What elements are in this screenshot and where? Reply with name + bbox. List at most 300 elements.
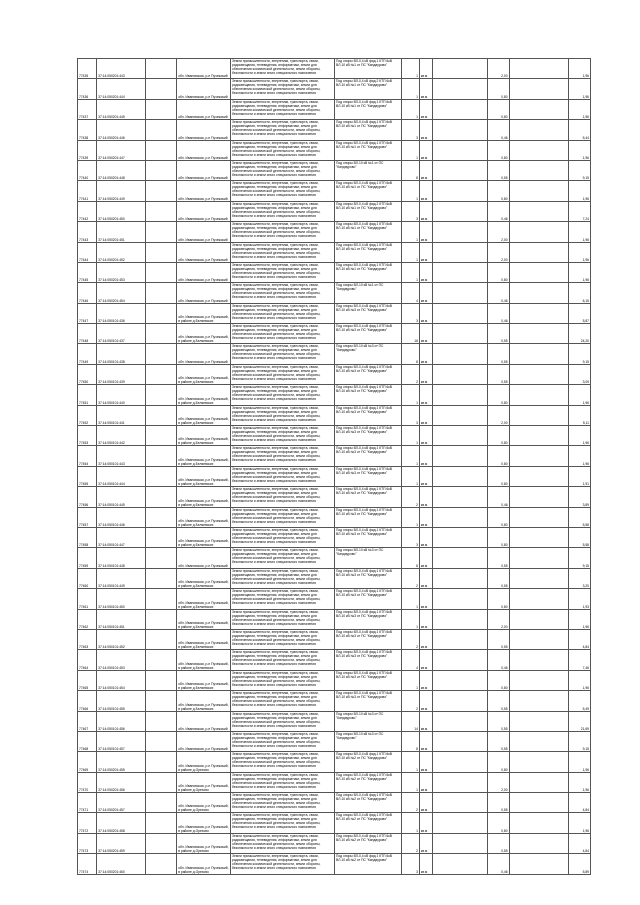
cadastral-number-cell: 37:14:050101:456	[97, 711, 146, 731]
permitted-use-cell: Под опоры ВЛ-10 кВ №3 от ПС "Кандаурово"	[335, 344, 402, 364]
empty-cell	[146, 160, 177, 180]
empty-cell	[433, 527, 488, 547]
empty-cell	[509, 691, 569, 711]
unit-cell: кв.м	[419, 731, 432, 751]
permitted-use-cell: Под опоры ВЛ-0,4 кВ фид.1 КТП 6кВ ВЛ-10 кВ №3 от ПС "Кандаурово"	[335, 589, 402, 609]
empty-cell	[509, 262, 569, 282]
unit-cell: кв.м	[419, 344, 432, 364]
table-row	[78, 222, 591, 242]
rate-cell: 0,46	[488, 120, 510, 140]
area-cell: 2	[402, 793, 420, 813]
area-cell: 8	[402, 344, 420, 364]
empty-cell	[433, 507, 488, 527]
land-category-cell: Земли промышленности, энергетики, транспорта, связи, радиовещания, телевидения, информатики, земли для обеспечения космической деятельности, земли обороны, безопасности и земли иного специального назначения	[231, 426, 335, 446]
permitted-use-cell: Под опоры ВЛ-10 кВ №3 от ПС "Кандаурово"	[335, 731, 402, 751]
area-cell: 16	[402, 324, 420, 344]
empty-cell	[433, 385, 488, 405]
land-category-cell: Земли промышленности, энергетики, транспорта, связи, радиовещания, телевидения, информатики, земли для обеспечения космической деятельности, земли обороны, безопасности и земли иного специального назначения	[231, 629, 335, 649]
area-cell: 1	[402, 222, 420, 242]
cadastral-number-cell: 37:14:050101:457	[97, 731, 146, 751]
empty-cell	[146, 466, 177, 486]
empty-cell	[509, 324, 569, 344]
value-cell: 7,24	[569, 201, 591, 221]
empty-cell	[509, 568, 569, 588]
empty-cell	[146, 344, 177, 364]
permitted-use-cell: Под опоры ВЛ-0,4 кВ фид.1 КТП 6кВ ВЛ-10 кВ №3 от ПС "Кандаурово"	[335, 507, 402, 527]
rate-cell: 0,55	[488, 833, 510, 853]
rate-cell: 0,55	[488, 731, 510, 751]
address-cell: обл. Ивановская, р-н Пучежский	[177, 548, 231, 568]
value-cell: 1,96	[569, 772, 591, 792]
empty-cell	[433, 99, 488, 119]
cadastral-number-cell: 37:14:050201:450	[97, 201, 146, 221]
area-cell: 2	[402, 568, 420, 588]
value-cell: 6,15	[569, 283, 591, 303]
empty-cell	[509, 772, 569, 792]
row-number-cell: 77444	[78, 242, 97, 262]
rate-cell: 0,80	[488, 589, 510, 609]
empty-cell	[433, 833, 488, 853]
land-category-cell: Земли промышленности, энергетики, транспорта, связи, радиовещания, телевидения, информатики, земли для обеспечения космической деятельности, земли обороны, безопасности и земли иного специального назначения	[231, 59, 335, 79]
unit-cell: кв.м	[419, 324, 432, 344]
cadastral-number-cell: 37:14:050201:457	[97, 793, 146, 813]
row-number-cell: 77440	[78, 160, 97, 180]
area-cell: 1	[402, 609, 420, 629]
cadastral-number-cell: 37:14:050101:450	[97, 589, 146, 609]
permitted-use-cell: Под опоры ВЛ-0,4 кВ фид.1 КТП 6кВ ВЛ-10 кВ №1 от ПС "Кандаурово"	[335, 59, 402, 79]
unit-cell: кв.м	[419, 670, 432, 690]
permitted-use-cell: Под опоры ВЛ-0,4 кВ фид.1 КТП 6кВ ВЛ-10 кВ №3 от ПС "Кандаурово"	[335, 650, 402, 670]
permitted-use-cell: Под опоры ВЛ-0,4 кВ фид.1 КТП 6кВ ВЛ-10 кВ №3 от ПС "Кандаурово"	[335, 527, 402, 547]
value-cell: 21,69	[569, 711, 591, 731]
empty-cell	[509, 59, 569, 79]
cadastral-number-cell: 37:14:050101:448	[97, 548, 146, 568]
rate-cell: 0,55	[488, 629, 510, 649]
cadastral-number-cell: 37:14:050101:454	[97, 670, 146, 690]
rate-cell: 0,46	[488, 283, 510, 303]
table-row	[78, 201, 591, 221]
unit-cell: кв.м	[419, 507, 432, 527]
cadastral-number-cell: 37:14:050101:453	[97, 650, 146, 670]
value-cell: 5,87	[569, 303, 591, 323]
address-cell: обл. Ивановская, р-н Пучежский, в районе д.Беляевских	[177, 426, 231, 446]
area-cell: 1	[402, 813, 420, 833]
cadastral-number-cell: 37:14:050201:447	[97, 140, 146, 160]
area-cell: 1	[402, 242, 420, 262]
unit-cell: кв.м	[419, 650, 432, 670]
cadastral-number-cell: 37:14:050201:452	[97, 242, 146, 262]
cadastral-number-cell: 37:14:050101:447	[97, 527, 146, 547]
value-cell: 1,96	[569, 181, 591, 201]
address-cell: обл. Ивановская, р-н Пучежский, в районе д.Орехово	[177, 813, 231, 833]
empty-cell	[146, 140, 177, 160]
area-cell: 1	[402, 426, 420, 446]
cadastral-number-cell: 37:14:050101:442	[97, 426, 146, 446]
table-row	[78, 650, 591, 670]
empty-cell	[509, 201, 569, 221]
empty-cell	[146, 120, 177, 140]
empty-cell	[433, 691, 488, 711]
empty-cell	[433, 568, 488, 588]
empty-cell	[433, 711, 488, 731]
unit-cell: кв.м	[419, 527, 432, 547]
cadastral-number-cell: 37:14:050201:449	[97, 181, 146, 201]
land-category-cell: Земли промышленности, энергетики, транспорта, связи, радиовещания, телевидения, информатики, земли для обеспечения космической деятельности, земли обороны, безопасности и земли иного специального назначения	[231, 303, 335, 323]
permitted-use-cell: Под опоры ВЛ-0,4 кВ фид.1 КТП 6кВ ВЛ-10 кВ №3 от ПС "Кандаурово"	[335, 364, 402, 384]
value-cell: 24,20	[569, 324, 591, 344]
area-cell: 1	[402, 385, 420, 405]
value-cell: 1,96	[569, 446, 591, 466]
empty-cell	[433, 670, 488, 690]
address-cell: обл. Ивановская, р-н Пучежский, в районе д.Беляевских	[177, 507, 231, 527]
rate-cell: 0,46	[488, 487, 510, 507]
permitted-use-cell: Под опоры ВЛ-10 кВ №1 от ПС "Кандаурово"	[335, 283, 402, 303]
rate-cell: 0,46	[488, 303, 510, 323]
land-category-cell: Земли промышленности, энергетики, транспорта, связи, радиовещания, телевидения, информатики, земли для обеспечения космической деятельности, земли обороны, безопасности и земли иного специального назначения	[231, 364, 335, 384]
table-row	[78, 527, 591, 547]
row-number-cell: 77449	[78, 344, 97, 364]
row-number-cell: 77439	[78, 140, 97, 160]
rate-cell: 0,80	[488, 79, 510, 99]
address-cell: обл. Ивановская, р-н Пучежский, в районе д.Орехово	[177, 793, 231, 813]
address-cell: обл. Ивановская, р-н Пучежский, в районе д.Беляевских	[177, 589, 231, 609]
table-row	[78, 242, 591, 262]
table-row	[78, 181, 591, 201]
area-cell: 4	[402, 283, 420, 303]
table-row	[78, 731, 591, 751]
address-cell: обл. Ивановская, р-н Пучежский, в районе д.Орехово	[177, 854, 231, 874]
row-number-cell: 77459	[78, 548, 97, 568]
row-number-cell: 77443	[78, 222, 97, 242]
table-row	[78, 446, 591, 466]
address-cell: обл. Ивановская, р-н Пучежский, в районе д.Орехово	[177, 772, 231, 792]
empty-cell	[509, 629, 569, 649]
address-cell: обл. Ивановская, р-н Пучежский, в районе д.Беляевских	[177, 691, 231, 711]
address-cell: обл. Ивановская, р-н Пучежский	[177, 79, 231, 99]
area-cell: 8	[402, 731, 420, 751]
row-number-cell: 77455	[78, 466, 97, 486]
empty-cell	[509, 446, 569, 466]
rate-cell: 0,46	[488, 201, 510, 221]
permitted-use-cell: Под опоры ВЛ-10 кВ №3 от ПС "Кандаурово"	[335, 711, 402, 731]
value-cell: 4,84	[569, 629, 591, 649]
address-cell: обл. Ивановская, р-н Пучежский, в районе д.Беляевских	[177, 405, 231, 425]
permitted-use-cell: Под опоры ВЛ-0,4 кВ фид.1 КТП 6кВ ВЛ-10 кВ №1 от ПС "Кандаурово"	[335, 140, 402, 160]
cadastral-number-cell: 37:14:050201:445	[97, 99, 146, 119]
land-category-cell: Земли промышленности, энергетики, транспорта, связи, радиовещания, телевидения, информатики, земли для обеспечения космической деятельности, земли обороны, безопасности и земли иного специального назначения	[231, 609, 335, 629]
rate-cell: 0,55	[488, 548, 510, 568]
rate-cell: 0,46	[488, 854, 510, 874]
cadastral-number-cell: 37:14:050201:453	[97, 262, 146, 282]
empty-cell	[509, 385, 569, 405]
empty-cell	[146, 262, 177, 282]
value-cell: 1,96	[569, 609, 591, 629]
cadastral-number-cell: 37:14:050101:446	[97, 507, 146, 527]
value-cell: 9,15	[569, 548, 591, 568]
area-cell: 1	[402, 59, 420, 79]
table-row	[78, 283, 591, 303]
row-number-cell: 77463	[78, 629, 97, 649]
empty-cell	[509, 793, 569, 813]
unit-cell: кв.м	[419, 364, 432, 384]
row-number-cell: 77435	[78, 59, 97, 79]
row-number-cell: 77445	[78, 262, 97, 282]
value-cell: 1,96	[569, 426, 591, 446]
table-row	[78, 79, 591, 99]
unit-cell: кв.м	[419, 813, 432, 833]
unit-cell: кв.м	[419, 711, 432, 731]
rate-cell: 2,00	[488, 59, 510, 79]
empty-cell	[509, 99, 569, 119]
empty-cell	[146, 405, 177, 425]
row-number-cell: 77450	[78, 364, 97, 384]
cadastral-number-cell: 37:14:050101:455	[97, 691, 146, 711]
address-cell: обл. Ивановская, р-н Пучежский, в районе д.Беляевских	[177, 670, 231, 690]
rate-cell: 0,55	[488, 364, 510, 384]
cadastral-number-cell: 37:14:050201:451	[97, 222, 146, 242]
area-cell: 1	[402, 670, 420, 690]
rate-cell: 2,00	[488, 405, 510, 425]
row-number-cell: 77467	[78, 711, 97, 731]
address-cell: обл. Ивановская, р-н Пучежский, в районе д.Беляевских	[177, 609, 231, 629]
rate-cell: 0,80	[488, 99, 510, 119]
value-cell: 5,58	[569, 527, 591, 547]
table-row	[78, 303, 591, 323]
row-number-cell: 77473	[78, 833, 97, 853]
value-cell: 5,58	[569, 507, 591, 527]
permitted-use-cell: Под опоры ВЛ-0,4 кВ фид.2 КТП 6кВ ВЛ-10 кВ №1 от ПС "Кандаурово"	[335, 79, 402, 99]
empty-cell	[433, 650, 488, 670]
table-row	[78, 120, 591, 140]
empty-cell	[146, 833, 177, 853]
table-row	[78, 589, 591, 609]
permitted-use-cell: Под опоры ВЛ-0,4 кВ фид.1 КТП 6кВ ВЛ-10 кВ №3 от ПС "Кандаурово"	[335, 466, 402, 486]
permitted-use-cell: Под опоры ВЛ-0,4 кВ фид.1 КТП 6кВ ВЛ-10 кВ №1 от ПС "Кандаурово"	[335, 242, 402, 262]
empty-cell	[433, 324, 488, 344]
cadastral-number-cell: 37:14:050201:455	[97, 752, 146, 772]
empty-cell	[509, 120, 569, 140]
empty-cell	[146, 670, 177, 690]
unit-cell: кв.м	[419, 201, 432, 221]
table-row	[78, 568, 591, 588]
permitted-use-cell: Под опоры ВЛ-0,4 кВ фид.1 КТП 6кВ ВЛ-10 кВ №1 от ПС "Кандаурово"	[335, 181, 402, 201]
cadastral-number-cell: 37:14:050201:448	[97, 160, 146, 180]
land-category-cell: Земли промышленности, энергетики, транспорта, связи, радиовещания, телевидения, информатики, земли для обеспечения космической деятельности, земли обороны, безопасности и земли иного специального назначения	[231, 487, 335, 507]
value-cell: 1,96	[569, 79, 591, 99]
empty-cell	[433, 589, 488, 609]
empty-cell	[433, 793, 488, 813]
unit-cell: кв.м	[419, 140, 432, 160]
empty-cell	[433, 609, 488, 629]
empty-cell	[509, 650, 569, 670]
empty-cell	[509, 609, 569, 629]
value-cell: 1,93	[569, 589, 591, 609]
address-cell: обл. Ивановская, р-н Пучежский, в районе д.Беляевских	[177, 466, 231, 486]
unit-cell: кв.м	[419, 283, 432, 303]
unit-cell: кв.м	[419, 99, 432, 119]
land-category-cell: Земли промышленности, энергетики, транспорта, связи, радиовещания, телевидения, информатики, земли для обеспечения космической деятельности, земли обороны, безопасности и земли иного специального назначения	[231, 405, 335, 425]
permitted-use-cell: Под опоры ВЛ-0,4 кВ фид.1 КТП 6кВ ВЛ-10 кВ №2 от ПС "Кандаурово"	[335, 833, 402, 853]
empty-cell	[433, 629, 488, 649]
land-category-cell: Земли промышленности, энергетики, транспорта, связи, радиовещания, телевидения, информатики, земли для обеспечения космической деятельности, земли обороны, безопасности и земли иного специального назначения	[231, 344, 335, 364]
empty-cell	[509, 79, 569, 99]
land-category-cell: Земли промышленности, энергетики, транспорта, связи, радиовещания, телевидения, информатики, земли для обеспечения космической деятельности, земли обороны, безопасности и земли иного специального назначения	[231, 833, 335, 853]
empty-cell	[509, 283, 569, 303]
row-number-cell: 77436	[78, 79, 97, 99]
row-number-cell: 77469	[78, 752, 97, 772]
unit-cell: кв.м	[419, 793, 432, 813]
area-cell: 3	[402, 405, 420, 425]
table-row	[78, 711, 591, 731]
value-cell: 1,96	[569, 813, 591, 833]
table-row	[78, 262, 591, 282]
unit-cell: кв.м	[419, 772, 432, 792]
value-cell: 5,44	[569, 120, 591, 140]
empty-cell	[146, 79, 177, 99]
area-cell: 1	[402, 589, 420, 609]
land-category-cell: Земли промышленности, энергетики, транспорта, связи, радиовещания, телевидения, информатики, земли для обеспечения космической деятельности, земли обороны, безопасности и земли иного специального назначения	[231, 813, 335, 833]
empty-cell	[509, 752, 569, 772]
cadastral-number-cell: 37:14:050201:446	[97, 120, 146, 140]
area-cell: 2	[402, 487, 420, 507]
land-category-cell: Земли промышленности, энергетики, транспорта, связи, радиовещания, телевидения, информатики, земли для обеспечения космической деятельности, земли обороны, безопасности и земли иного специального назначения	[231, 466, 335, 486]
table-body	[78, 59, 591, 875]
unit-cell: кв.м	[419, 262, 432, 282]
permitted-use-cell: Под опоры ВЛ-0,4 кВ фид.1 КТП 6кВ ВЛ-10 кВ №1 от ПС "Кандаурово"	[335, 120, 402, 140]
table-row	[78, 59, 591, 79]
area-cell: 3	[402, 527, 420, 547]
row-number-cell: 77471	[78, 793, 97, 813]
empty-cell	[509, 813, 569, 833]
land-category-cell: Земли промышленности, энергетики, транспорта, связи, радиовещания, телевидения, информатики, земли для обеспечения космической деятельности, земли обороны, безопасности и земли иного специального назначения	[231, 854, 335, 874]
land-category-cell: Земли промышленности, энергетики, транспорта, связи, радиовещания, телевидения, информатики, земли для обеспечения космической деятельности, земли обороны, безопасности и земли иного специального назначения	[231, 731, 335, 751]
empty-cell	[146, 813, 177, 833]
land-category-cell: Земли промышленности, энергетики, транспорта, связи, радиовещания, телевидения, информатики, земли для обеспечения космической деятельности, земли обороны, безопасности и земли иного специального назначения	[231, 507, 335, 527]
empty-cell	[433, 731, 488, 751]
value-cell: 1,96	[569, 752, 591, 772]
land-category-cell: Земли промышленности, энергетики, транспорта, связи, радиовещания, телевидения, информатики, земли для обеспечения космической деятельности, земли обороны, безопасности и земли иного специального назначения	[231, 385, 335, 405]
cadastral-number-cell: 37:14:050101:451	[97, 609, 146, 629]
address-cell: обл. Ивановская, р-н Пучежский	[177, 120, 231, 140]
land-category-cell: Земли промышленности, энергетики, транспорта, связи, радиовещания, телевидения, информатики, земли для обеспечения космической деятельности, земли обороны, безопасности и земли иного специального назначения	[231, 589, 335, 609]
permitted-use-cell: Под опоры ВЛ-10 кВ №1 от ПС "Кандаурово"	[335, 160, 402, 180]
empty-cell	[433, 364, 488, 384]
area-cell: 2	[402, 833, 420, 853]
cadastral-number-cell: 37:14:050201:458	[97, 813, 146, 833]
rate-cell: 0,80	[488, 446, 510, 466]
empty-cell	[509, 242, 569, 262]
empty-cell	[433, 140, 488, 160]
empty-cell	[509, 181, 569, 201]
rate-cell: 0,80	[488, 466, 510, 486]
unit-cell: кв.м	[419, 568, 432, 588]
table-row	[78, 752, 591, 772]
empty-cell	[146, 548, 177, 568]
empty-cell	[509, 222, 569, 242]
area-cell: 3	[402, 854, 420, 874]
cadastral-number-cell: 37:14:050101:438	[97, 344, 146, 364]
land-registry-table	[77, 58, 591, 875]
land-category-cell: Земли промышленности, энергетики, транспорта, связи, радиовещания, телевидения, информатики, земли для обеспечения космической деятельности, земли обороны, безопасности и земли иного специального назначения	[231, 99, 335, 119]
table-row	[78, 487, 591, 507]
unit-cell: кв.м	[419, 446, 432, 466]
row-number-cell: 77468	[78, 731, 97, 751]
area-cell: 1	[402, 181, 420, 201]
row-number-cell: 77452	[78, 405, 97, 425]
empty-cell	[433, 405, 488, 425]
permitted-use-cell: Под опоры ВЛ-0,4 кВ фид.1 КТП 6кВ ВЛ-10 кВ №2 от ПС "Кандаурово"	[335, 813, 402, 833]
empty-cell	[433, 181, 488, 201]
permitted-use-cell: Под опоры ВЛ-0,4 кВ фид.1 КТП 6кВ ВЛ-10 кВ №3 от ПС "Кандаурово"	[335, 568, 402, 588]
empty-cell	[146, 283, 177, 303]
empty-cell	[509, 589, 569, 609]
cadastral-number-cell: 37:14:050201:444	[97, 79, 146, 99]
empty-cell	[433, 201, 488, 221]
permitted-use-cell: Под опоры ВЛ-0,4 кВ фид.1 КТП 6кВ ВЛ-10 кВ №3 от ПС "Кандаурово"	[335, 670, 402, 690]
unit-cell: кв.м	[419, 466, 432, 486]
unit-cell: кв.м	[419, 691, 432, 711]
address-cell: обл. Ивановская, р-н Пучежский	[177, 59, 231, 79]
permitted-use-cell: Под опоры ВЛ-0,4 кВ фид.1 КТП 6кВ ВЛ-10 кВ №3 от ПС "Кандаурово"	[335, 629, 402, 649]
area-cell: 8	[402, 160, 420, 180]
area-cell: 14	[402, 711, 420, 731]
empty-cell	[509, 527, 569, 547]
unit-cell: кв.м	[419, 181, 432, 201]
rate-cell: 0,80	[488, 140, 510, 160]
land-category-cell: Земли промышленности, энергетики, транспорта, связи, радиовещания, телевидения, информатики, земли для обеспечения космической деятельности, земли обороны, безопасности и земли иного специального назначения	[231, 181, 335, 201]
land-category-cell: Земли промышленности, энергетики, транспорта, связи, радиовещания, телевидения, информатики, земли для обеспечения космической деятельности, земли обороны, безопасности и земли иного специального назначения	[231, 160, 335, 180]
empty-cell	[509, 303, 569, 323]
empty-cell	[146, 731, 177, 751]
address-cell: обл. Ивановская, р-н Пучежский	[177, 731, 231, 751]
permitted-use-cell: Под опоры ВЛ-0,4 кВ фид.2 КТП 6кВ ВЛ-10 кВ №1 от ПС "Кандаурово"	[335, 201, 402, 221]
empty-cell	[433, 79, 488, 99]
cadastral-number-cell: 37:14:050201:459	[97, 833, 146, 853]
empty-cell	[509, 833, 569, 853]
row-number-cell: 77456	[78, 487, 97, 507]
address-cell: обл. Ивановская, р-н Пучежский, в районе д.Беляевских	[177, 527, 231, 547]
value-cell: 1,96	[569, 140, 591, 160]
area-cell: 1	[402, 446, 420, 466]
unit-cell: кв.м	[419, 79, 432, 99]
value-cell: 5,89	[569, 854, 591, 874]
empty-cell	[146, 222, 177, 242]
unit-cell: кв.м	[419, 303, 432, 323]
permitted-use-cell: Под опоры ВЛ-0,4 кВ фид.1 КТП 6кВ ВЛ-10 кВ №3 от ПС "Кандаурово"	[335, 385, 402, 405]
land-category-cell: Земли промышленности, энергетики, транспорта, связи, радиовещания, телевидения, информатики, земли для обеспечения космической деятельности, земли обороны, безопасности и земли иного специального назначения	[231, 752, 335, 772]
empty-cell	[146, 364, 177, 384]
empty-cell	[146, 629, 177, 649]
row-number-cell: 77438	[78, 120, 97, 140]
permitted-use-cell: Под опоры ВЛ-0,4 кВ фид.1 КТП 6кВ ВЛ-10 кВ №3 от ПС "Кандаурово"	[335, 487, 402, 507]
empty-cell	[146, 854, 177, 874]
land-category-cell: Земли промышленности, энергетики, транспорта, связи, радиовещания, телевидения, информатики, земли для обеспечения космической деятельности, земли обороны, безопасности и земли иного специального назначения	[231, 772, 335, 792]
table-row	[78, 813, 591, 833]
empty-cell	[146, 426, 177, 446]
unit-cell: кв.м	[419, 59, 432, 79]
permitted-use-cell: Под опоры ВЛ-0,4 кВ фид.1 КТП 6кВ ВЛ-10 кВ №2 от ПС "Кандаурово"	[335, 772, 402, 792]
unit-cell: кв.м	[419, 854, 432, 874]
permitted-use-cell: Под опоры ВЛ-0,4 кВ фид.1 КТП 6кВ ВЛ-10 кВ №2 от ПС "Кандаурово"	[335, 854, 402, 874]
empty-cell	[146, 242, 177, 262]
empty-cell	[146, 181, 177, 201]
land-category-cell: Земли промышленности, энергетики, транспорта, связи, радиовещания, телевидения, информатики, земли для обеспечения космической деятельности, земли обороны, безопасности и земли иного специального назначения	[231, 201, 335, 221]
empty-cell	[146, 446, 177, 466]
empty-cell	[509, 731, 569, 751]
empty-cell	[433, 813, 488, 833]
permitted-use-cell: Под опоры ВЛ-0,4 кВ фид.1 КТП 6кВ ВЛ-10 кВ №3 от ПС "Кандаурово"	[335, 446, 402, 466]
empty-cell	[433, 772, 488, 792]
